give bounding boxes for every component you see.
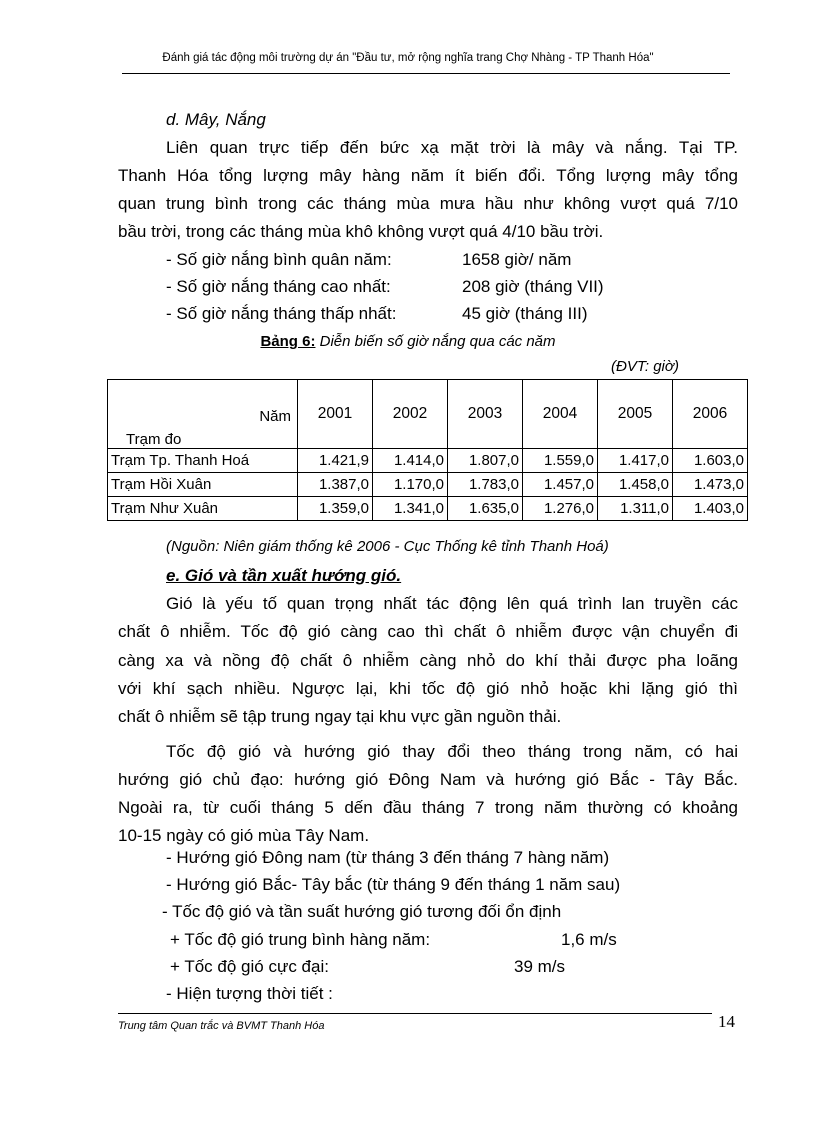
value-cell: 1.458,0 (598, 473, 673, 497)
section-e-line: với khí sạch nhiều. Ngược lại, khi tốc độ gió nhỏ hoặc khi lặng gió thì (118, 679, 738, 698)
wind-speed-max-label: + Tốc độ gió cực đại: (170, 957, 329, 976)
footer-rule (118, 1013, 712, 1014)
value-cell: 1.417,0 (598, 449, 673, 473)
year-header: 2003 (448, 380, 523, 449)
value-cell: 1.457,0 (523, 473, 598, 497)
table-source: (Nguồn: Niên giám thống kê 2006 - Cục Thống kê tỉnh Thanh Hoá) (166, 538, 609, 555)
value-cell: 1.635,0 (448, 497, 523, 521)
value-cell: 1.421,9 (298, 449, 373, 473)
value-cell: 1.403,0 (673, 497, 748, 521)
value-cell: 1.311,0 (598, 497, 673, 521)
section-e-line: Gió là yếu tố quan trọng nhất tác động lên quá trình lan truyền các (166, 594, 738, 613)
section-e-heading: e. Gió và tần xuất hướng gió. (166, 566, 402, 585)
header-rule (122, 73, 730, 74)
section-e-line: Ngoài ra, từ cuối tháng 5 dến đầu tháng 7 trong năm thường có khoảng (118, 798, 738, 817)
value-cell: 1.276,0 (523, 497, 598, 521)
section-e-line: 10-15 ngày có gió mùa Tây Nam. (118, 826, 370, 845)
stat-label: - Số giờ nắng tháng cao nhất: (166, 277, 391, 296)
corner-station-label: Trạm đo (126, 431, 182, 448)
section-d-line: quan trung bình trong các tháng mùa mưa hầu như không vượt quá 7/10 (118, 194, 738, 213)
corner-year-label: Năm (259, 408, 291, 425)
year-header: 2006 (673, 380, 748, 449)
running-header: Đánh giá tác động môi trường dự án "Đầu tư, mở rộng nghĩa trang Chợ Nhàng - TP Thanh Hóa" (162, 52, 654, 64)
value-cell: 1.341,0 (373, 497, 448, 521)
value-cell: 1.603,0 (673, 449, 748, 473)
value-cell: 1.359,0 (298, 497, 373, 521)
value-cell: 1.559,0 (523, 449, 598, 473)
year-header: 2002 (373, 380, 448, 449)
table-header-row (108, 380, 748, 449)
section-d-line: Thanh Hóa tổng lượng mây hàng năm ít biến đổi. Tổng lượng mây tổng (118, 166, 738, 185)
stat-label: - Số giờ nắng bình quân năm: (166, 250, 392, 269)
wind-bullet: - Hướng gió Đông nam (từ tháng 3 đến tháng 7 hàng năm) (166, 848, 610, 867)
year-header: 2005 (598, 380, 673, 449)
footer-org: Trung tâm Quan trắc và BVMT Thanh Hóa (118, 1020, 325, 1032)
stat-value: 208 giờ (tháng VII) (462, 277, 604, 296)
year-header: 2001 (298, 380, 373, 449)
table-caption-label: Bảng 6: (260, 333, 316, 350)
value-cell: 1.473,0 (673, 473, 748, 497)
section-e-line: Tốc độ gió và hướng gió thay đổi theo tháng trong năm, có hai (166, 742, 738, 761)
table-row (108, 497, 748, 521)
value-cell: 1.414,0 (373, 449, 448, 473)
stat-label: - Số giờ nắng tháng thấp nhất: (166, 304, 397, 323)
section-e-line: càng xa và nồng độ chất ô nhiễm càng nhỏ do khí thải được pha loãng (118, 651, 738, 670)
wind-bullet: - Hướng gió Bắc- Tây bắc (từ tháng 9 đến tháng 1 năm sau) (166, 875, 621, 894)
wind-bullet: - Tốc độ gió và tần suất hướng gió tương đối ổn định (162, 902, 562, 921)
table-caption-text: Diễn biến số giờ nắng qua các năm (315, 333, 556, 350)
page-number: 14 (718, 1012, 735, 1031)
section-e-line: hướng gió chủ đạo: hướng gió Đông Nam và hướng gió Bắc - Tây Bắc. (118, 770, 738, 789)
wind-speed-avg-value: 1,6 m/s (561, 930, 617, 949)
wind-speed-avg-label: + Tốc độ gió trung bình hàng năm: (170, 930, 431, 949)
section-e-line: chất ô nhiễm sẽ tập trung ngay tại khu vực gần nguồn thải. (118, 707, 562, 726)
stat-value: 45 giờ (tháng III) (462, 304, 588, 323)
value-cell: 1.807,0 (448, 449, 523, 473)
wind-speed-max-value: 39 m/s (514, 957, 566, 976)
table-row (108, 473, 748, 497)
section-d-line: bầu trời, trong các tháng mùa khô không vượt quá 4/10 bầu trời. (118, 222, 604, 241)
table-row (108, 449, 748, 473)
sunshine-hours-table (107, 379, 748, 521)
value-cell: 1.170,0 (373, 473, 448, 497)
station-cell: Trạm Tp. Thanh Hoá (108, 449, 298, 473)
station-cell: Trạm Như Xuân (108, 497, 298, 521)
table-caption (0, 333, 816, 350)
table-unit: (ĐVT: giờ) (611, 358, 679, 375)
stat-value: 1658 giờ/ năm (462, 250, 572, 269)
value-cell: 1.387,0 (298, 473, 373, 497)
value-cell: 1.783,0 (448, 473, 523, 497)
weather-label: - Hiện tượng thời tiết : (166, 984, 333, 1003)
section-e-line: chất ô nhiễm. Tốc độ gió càng cao thì chất ô nhiễm được vận chuyển đi (118, 622, 738, 641)
year-header: 2004 (523, 380, 598, 449)
section-d-heading: d. Mây, Nắng (166, 110, 266, 129)
section-d-line: Liên quan trực tiếp đến bức xạ mặt trời là mây và nắng. Tại TP. (166, 138, 738, 157)
station-cell: Trạm Hồi Xuân (108, 473, 298, 497)
table-corner-cell (108, 380, 298, 449)
